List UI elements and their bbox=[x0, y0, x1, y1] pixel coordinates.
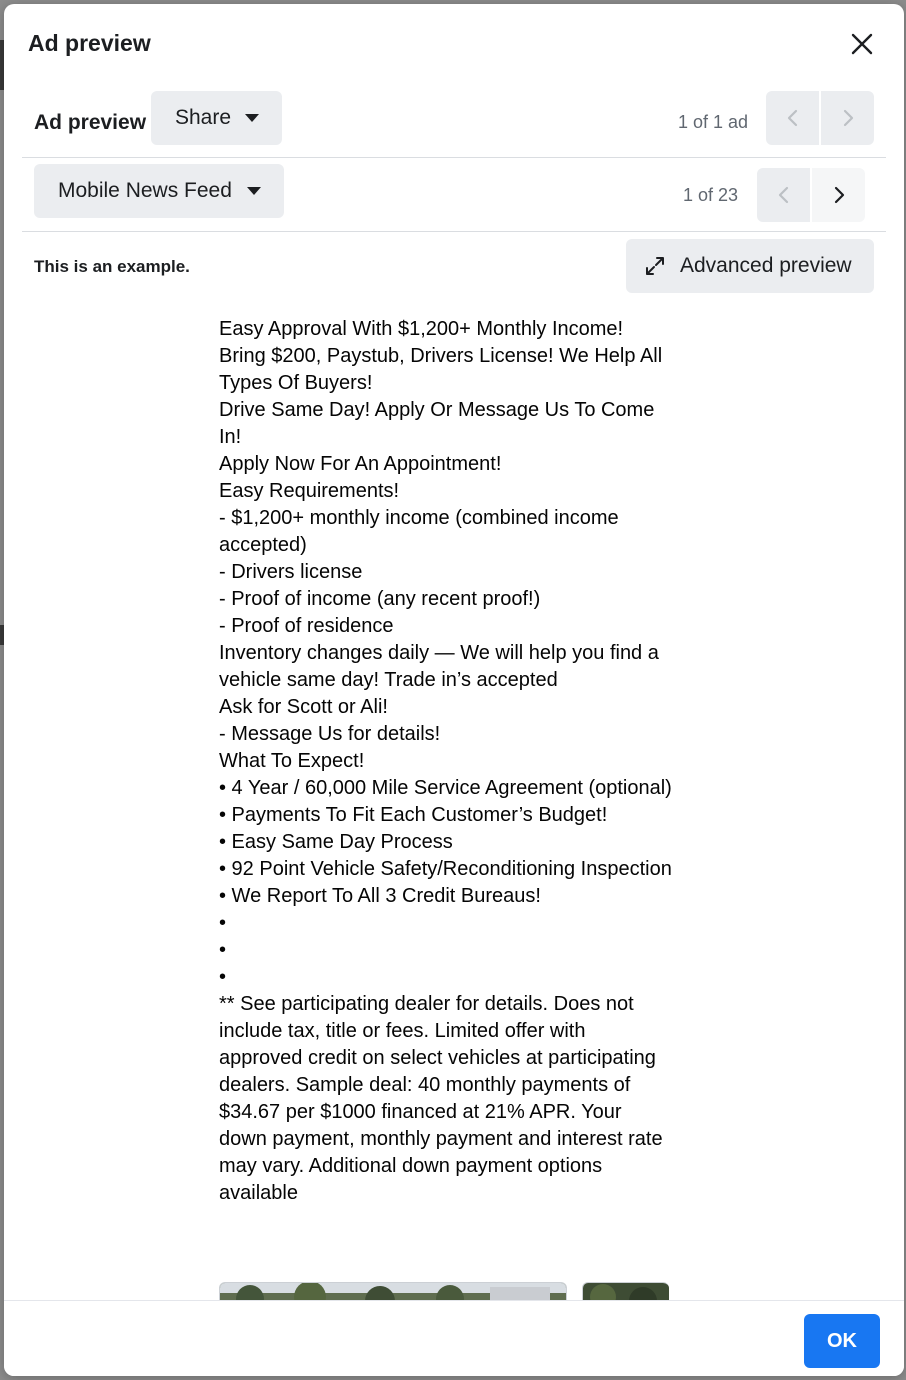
caret-down-icon bbox=[245, 114, 259, 122]
ad-counter: 1 of 1 ad bbox=[678, 112, 749, 132]
close-icon bbox=[851, 33, 873, 55]
placement-pager bbox=[757, 168, 865, 222]
toolbar-label: Ad preview bbox=[34, 111, 147, 134]
placement-label: Mobile News Feed bbox=[58, 179, 232, 202]
previous-placement-button[interactable] bbox=[757, 168, 810, 222]
preview-toolbar bbox=[22, 90, 886, 158]
expand-icon bbox=[644, 255, 666, 277]
ad-preview-modal bbox=[4, 4, 904, 1376]
next-placement-button[interactable] bbox=[812, 168, 865, 222]
modal-title: Ad preview bbox=[28, 30, 151, 56]
advanced-preview-label: Advanced preview bbox=[680, 254, 852, 277]
chevron-right-icon bbox=[841, 109, 855, 127]
previous-ad-button[interactable] bbox=[766, 91, 819, 145]
chevron-left-icon bbox=[777, 186, 791, 204]
modal-header bbox=[4, 4, 904, 84]
example-note: This is an example. bbox=[34, 257, 190, 276]
advanced-preview-button[interactable] bbox=[626, 239, 874, 293]
share-dropdown[interactable] bbox=[151, 91, 282, 145]
caret-down-icon bbox=[247, 187, 261, 195]
chevron-right-icon bbox=[832, 186, 846, 204]
close-button[interactable] bbox=[844, 26, 880, 62]
placement-dropdown[interactable] bbox=[34, 164, 284, 218]
modal-footer bbox=[4, 1300, 904, 1376]
next-ad-button[interactable] bbox=[821, 91, 874, 145]
chevron-left-icon bbox=[786, 109, 800, 127]
share-label: Share bbox=[175, 106, 232, 129]
ad-primary-text: Easy Approval With $1,200+ Monthly Income! Bring $200, Paystub, Drivers License! We Help All Types Of Buyers! Drive Same Day! Apply Or Message Us To Come In! Apply Now For An Appointment! Easy Requirements! - $1,200+ monthly income (combined income accepted) - Drivers license - Proof of income (any recent proof!) - Proof of residence Inventory changes daily — We will help you find a vehicle same day! Trade in’s accepted Ask for Scott or Ali! - Message Us for details! What To Expect! • 4 Year / 60,000 Mile Service Agreement (optional) • Payments To Fit Each Customer’s Budget! • Easy Same Day Process • 92 Point Vehicle Safety/Reconditioning Inspection • We Report To All 3 Credit Bureaus! • • • ** See participating dealer for details. Does not include tax, title or fees. Limited offer with approved credit on select vehicles at participating dealers. Sample deal: 40 monthly payments of $34.67 per $1000 financed at 21% APR. Your down payment, monthly payment and interest rate may vary. Additional down payment options available bbox=[219, 318, 672, 1204]
ok-button[interactable]: OK bbox=[804, 1314, 880, 1368]
placement-counter: 1 of 23 bbox=[683, 185, 739, 205]
placement-toolbar bbox=[22, 162, 886, 232]
ad-pager bbox=[766, 91, 874, 145]
